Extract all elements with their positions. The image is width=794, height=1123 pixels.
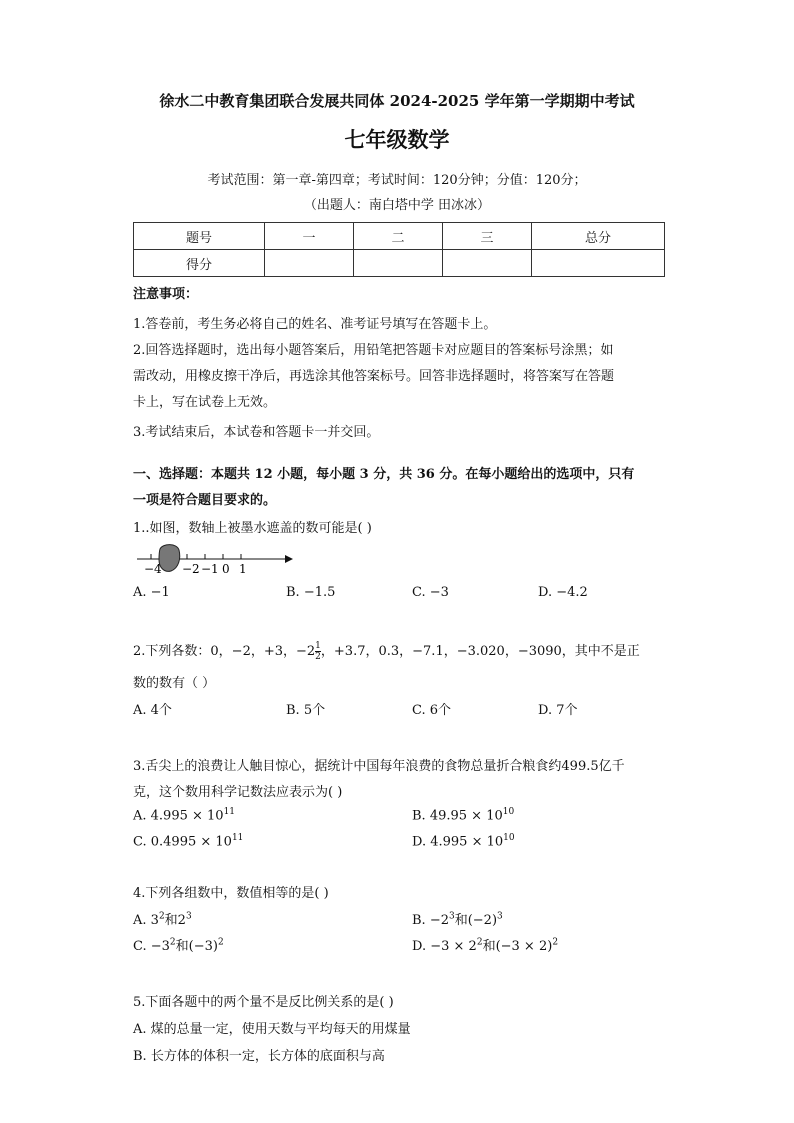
score-table-score-row xyxy=(134,250,665,277)
score-table-header-row xyxy=(134,223,665,250)
score-header-cell: 二 xyxy=(354,223,443,250)
score-table xyxy=(133,222,665,277)
exam-author: （出题人：南白塔中学 田冰冰） xyxy=(303,198,491,213)
math-text: 和2 xyxy=(164,913,186,928)
q2-option-d: D. 7个 xyxy=(538,703,578,718)
fraction-numerator: 1 xyxy=(315,641,321,651)
note-2-line1: 2.回答选择题时，选出每小题答案后，用铅笔把答题卡对应题目的答案标号涂黑；如 xyxy=(133,343,614,358)
section1-line1: 一、选择题：本题共 12 小题，每小题 3 分，共 36 分。在每小题给出的选项中，只有 xyxy=(133,467,635,482)
exponent: 10 xyxy=(502,807,515,817)
q2-stem-part2: ，+3.7，0.3，−7.1，−3.020，−3090，其中不是正 xyxy=(320,644,640,659)
exponent: 2 xyxy=(217,937,224,948)
score-header-cell: 三 xyxy=(443,223,532,250)
math-text: C. −3 xyxy=(133,939,170,954)
score-cell[interactable] xyxy=(265,250,354,277)
notes-title: 注意事项： xyxy=(133,287,199,302)
math-text: D. −3 × 2 xyxy=(412,939,477,954)
q2-stem-part1: 2.下列各数：0，−2，+3，−2 xyxy=(133,644,316,659)
section1-line2: 一项是符合题目要求的。 xyxy=(133,493,277,508)
score-header-cell: 总分 xyxy=(532,223,665,250)
q3-option-c xyxy=(133,833,243,849)
score-header-cell: 题号 xyxy=(134,223,265,250)
exponent: 11 xyxy=(223,807,236,817)
q5-option-b: B. 长方体的体积一定，长方体的底面积与高 xyxy=(133,1049,385,1064)
q5-option-a: A. 煤的总量一定，使用天数与平均每天的用煤量 xyxy=(133,1022,411,1037)
note-3: 3.考试结束后，本试卷和答题卡一并交回。 xyxy=(133,425,380,440)
q4-option-c xyxy=(133,935,224,954)
q1-stem: 1..如图，数轴上被墨水遮盖的数可能是( ) xyxy=(133,521,372,536)
exponent: 3 xyxy=(497,911,503,922)
q3-option-b xyxy=(412,807,514,823)
q2-option-b: B. 5个 xyxy=(286,703,326,718)
q3-stem-line1: 3.舌尖上的浪费让人触目惊心，据统计中国每年浪费的食物总量折合粮食约499.5亿千 xyxy=(133,759,625,774)
q2-stem xyxy=(133,640,640,662)
exam-subject: 七年级数学 xyxy=(344,127,450,152)
exponent: 3 xyxy=(185,911,192,922)
q5-stem: 5.下面各题中的两个量不是反比例关系的是( ) xyxy=(133,995,394,1010)
q4-option-a xyxy=(133,909,192,928)
q2-stem-line2: 数的数有（ ） xyxy=(133,676,216,691)
math-text: 和(−3) xyxy=(175,939,218,954)
q3-stem-line2: 克，这个数用科学记数法应表示为( ) xyxy=(133,785,343,800)
math-text: B. −2 xyxy=(412,913,449,928)
axis-label: 0 xyxy=(222,562,230,576)
q3-option-c-base: C. 0.4995 × 10 xyxy=(133,834,232,850)
q3-option-b-base: B. 49.95 × 10 xyxy=(412,808,503,824)
q1-option-b: B. −1.5 xyxy=(286,585,336,600)
axis-label: −2 xyxy=(182,562,200,576)
exponent: 3 xyxy=(448,911,455,922)
ink-blot xyxy=(159,545,180,572)
note-1: 1.答卷前，考生务必将自己的姓名、准考证号填写在答题卡上。 xyxy=(133,317,497,332)
score-header-cell: 一 xyxy=(265,223,354,250)
axis-label: −4 xyxy=(144,562,162,576)
exam-info: 考试范围：第一章-第四章；考试时间：120分钟；分值：120分； xyxy=(207,173,587,188)
score-cell[interactable] xyxy=(532,250,665,277)
exponent: 11 xyxy=(231,833,244,843)
exponent: 2 xyxy=(476,937,483,948)
math-text: 和(−3 × 2) xyxy=(482,939,553,954)
q2-option-c: C. 6个 xyxy=(412,703,452,718)
q4-option-b xyxy=(412,909,503,928)
exponent: 2 xyxy=(169,937,176,948)
axis-label: 1 xyxy=(239,562,247,576)
exponent: 10 xyxy=(503,833,515,843)
math-text: 和(−2) xyxy=(454,913,498,928)
q2-option-a: A. 4个 xyxy=(133,703,172,718)
exam-title: 徐水二中教育集团联合发展共同体 2024-2025 学年第一学期期中考试 xyxy=(159,92,635,110)
note-2-line2: 需改动，用橡皮擦干净后，再选涂其他答案标号。回答非选择题时，将答案写在答题 xyxy=(133,369,615,384)
fraction-denominator: 2 xyxy=(315,652,321,662)
score-row-label: 得分 xyxy=(134,250,265,277)
axis-label: −1 xyxy=(201,562,219,576)
exponent: 2 xyxy=(158,911,165,922)
q1-option-c: C. −3 xyxy=(412,585,449,600)
number-line-arrow xyxy=(285,555,293,563)
q3-option-a-base: A. 4.995 × 10 xyxy=(133,808,224,824)
q4-stem: 4.下列各组数中，数值相等的是( ) xyxy=(133,886,329,901)
note-2-line3: 卡上，写在试卷上无效。 xyxy=(133,395,277,410)
math-text: A. 3 xyxy=(133,913,159,928)
score-cell[interactable] xyxy=(443,250,532,277)
number-line-figure xyxy=(133,540,298,576)
score-cell[interactable] xyxy=(354,250,443,277)
exponent: 2 xyxy=(552,937,559,948)
q3-option-d-base: D. 4.995 × 10 xyxy=(412,834,504,850)
q1-option-a: A. −1 xyxy=(133,585,170,600)
q1-option-d: D. −4.2 xyxy=(538,585,588,600)
q4-option-d xyxy=(412,935,558,954)
q3-option-d xyxy=(412,833,515,849)
q3-option-a xyxy=(133,807,235,823)
